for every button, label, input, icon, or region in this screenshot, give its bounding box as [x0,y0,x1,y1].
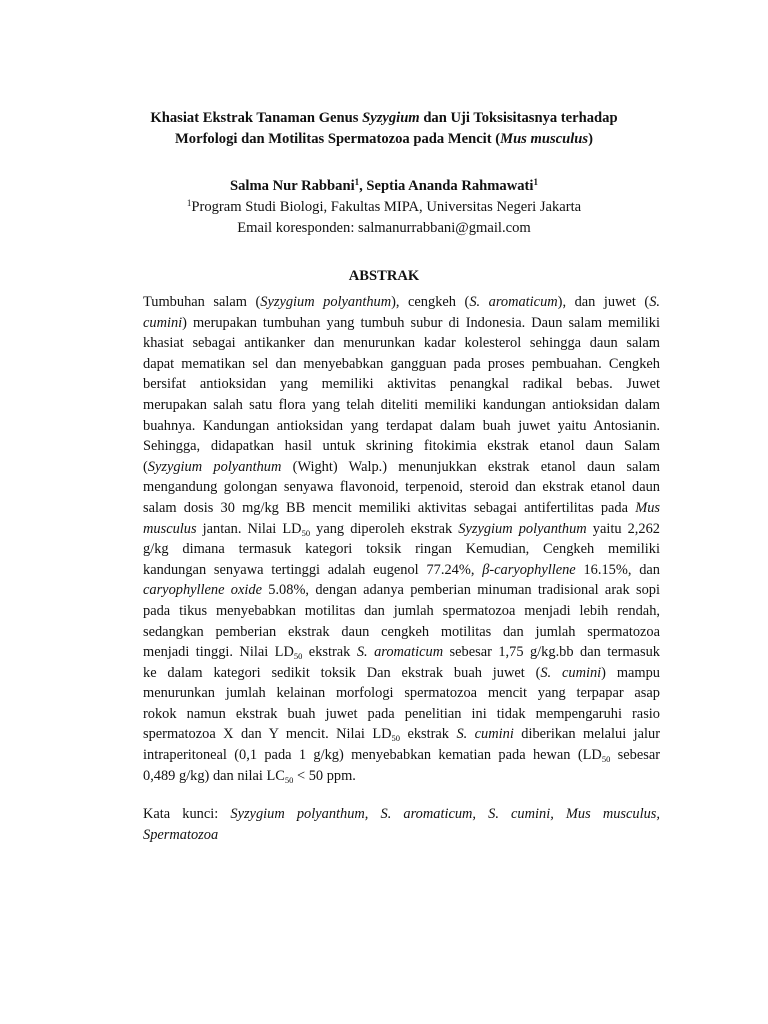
text-run: kandungan senyawa tertinggi adalah eugenol 77.24%, [143,561,483,578]
text-run: ke dalam kategori sedikit toksik Dan ekstrak buah juwet ( [143,664,541,681]
text-run: menurunkan jumlah kelainan morfologi spermatozoa mencit yang terpapar asap [143,685,660,702]
paper-title-line-2: Morfologi dan Motilitas Spermatozoa pada Mencit (Mus musculus) [175,131,593,147]
text-line [143,642,660,663]
affiliation-marker: 1 [354,177,360,187]
text-run: Kata kunci: [143,806,231,822]
text-run: khasiat sebagai antikanker dan menurunkan kadar kolesterol sehingga daun salam [143,335,660,352]
text-line [143,622,660,643]
text-line [143,745,660,766]
text-run: spermatozoa X dan Y mencit. Nilai LD [143,726,392,743]
text-run: salam dosis 30 mg/kg BB mencit memiliki aktivitas sebagai antifertilitas pada [143,499,636,516]
italic-term: S. cumini [540,664,602,681]
text-run: (Wight) Walp.) menunjukkan ekstrak etanol daun salam [281,458,660,475]
affiliation-marker: 1 [186,198,192,208]
text-run: intraperitoneal (0,1 pada 1 g/kg) menyebabkan kematian pada hewan (LD [143,747,602,764]
text-line [143,374,660,395]
text-run: sebesar [610,747,660,764]
keywords [143,804,660,845]
text-run: rokok namun ekstrak buah juwet pada penelitian ini tidak mempengaruhi rasio [143,705,660,722]
text-line [143,663,660,684]
paper-title [110,108,658,150]
text-line [143,395,660,416]
subscript: 50 [601,754,611,765]
affiliation-text: Program Studi Biologi, Fakultas MIPA, Universitas Negeri Jakarta [191,199,582,215]
text-line [143,416,660,437]
email-address: salmanurrabbani@gmail.com [358,220,531,236]
italic-term: caryophyllene oxide [143,582,262,599]
text-run: sebesar 1,75 g/kg.bb dan termasuk [443,644,660,661]
text-run: ( [143,458,148,475]
paper-title-line-1: Khasiat Ekstrak Tanaman Genus Syzygium dan Uji Toksisitasnya terhadap [150,110,618,126]
text-line [143,313,660,334]
text-line [143,333,660,354]
affiliation [110,197,658,217]
text-run: g/kg dimana termasuk kategori toksik ringan Kemudian, Cengkeh memiliki [143,541,660,558]
text-run: yaitu 2,262 [586,520,660,537]
italic-term: cumini [143,314,183,331]
text-run: < 50 ppm. [293,767,356,784]
affiliation-marker: 1 [533,177,538,187]
corresponding-email [110,218,658,238]
italic-term: Syzygium polyanthum [458,520,587,537]
text-line [143,560,660,581]
text-run: buahnya. Kandungan antioksidan yang terdapat dalam buah juwet yaitu Antosianin. [143,417,660,434]
text-run: pada tikus menyebabkan motilitas dan jumlah spermatozoa menjadi lebih rendah, [143,602,660,619]
text-line [143,601,660,622]
abstract-heading: ABSTRAK [348,268,420,284]
email-label: Email koresponden: [237,220,359,236]
author-name: Salma Nur Rabbani [230,178,355,194]
text-line [143,354,660,375]
text-line [143,825,660,846]
subscript: 50 [391,733,401,744]
subscript: 50 [301,527,311,538]
italic-term: β-caryophyllene [482,561,576,578]
text-run: 16.15%, dan [575,561,660,578]
text-run: Tumbuhan salam ( [143,294,261,310]
text-run: dapat mematikan sel dan menyebabkan gangguan pada proses pembuahan. Cengkeh [143,355,660,372]
text-run: ) mampu [601,664,660,681]
text-line [143,804,660,825]
italic-term: Syzygium polyanthum [260,294,392,310]
subscript: 50 [284,774,294,785]
italic-term: Syzygium polyanthum [147,458,282,475]
text-run: ekstrak [302,644,357,661]
italic-term: S. cumini [456,726,514,743]
text-run: bersifat antioksidan yang memiliki aktivitas penangkal radikal bebas. Juwet [143,376,660,393]
text-run: ), cengkeh ( [391,294,470,310]
text-line [143,477,660,498]
text-line [143,436,660,457]
genus-name: Syzygium [362,110,420,126]
text-run: ), dan juwet ( [557,294,650,310]
text-run: 0,489 g/kg) dan nilai LC [143,767,285,784]
text-line [143,498,660,519]
text-run: 5.08%, dengan adanya pemberian minuman tradisional arak sopi [261,582,660,599]
text-line [143,457,660,478]
author-name: Septia Ananda Rahmawati [366,178,534,194]
text-run: merupakan salah satu flora yang telah diteliti memiliki kandungan antioksidan dalam [143,396,660,413]
abstract-body [143,292,660,786]
italic-term: musculus [143,520,197,537]
text-line [143,539,660,560]
text-line [143,724,660,745]
text-line [143,580,660,601]
italic-term: Spermatozoa [143,826,219,843]
subscript: 50 [293,651,303,662]
text-run: yang diperoleh ekstrak [310,520,459,537]
italic-term: S. aromaticum [356,644,444,661]
text-run: mengandung golongan senyawa flavonoid, terpenoid, steroid dan ekstrak etanol daun [143,479,660,496]
text-run: jantan. Nilai LD [196,520,302,537]
italic-term: S. aromaticum [469,294,558,310]
text-line [143,292,660,313]
text-run: Sehingga, didapatkan hasil untuk skrining fitokimia ekstrak etanol daun Salam [143,438,660,455]
text-run: menjadi tinggi. Nilai LD [143,644,294,661]
text-run: ekstrak [400,726,457,743]
text-run: ) merupakan tumbuhan yang tumbuh subur di Indonesia. Daun salam memiliki [182,314,660,331]
italic-term: Syzygium polyanthum, S. aromaticum, S. cumini, Mus musculus, [230,806,660,822]
species-name: Mus musculus [500,131,589,147]
author-list: Salma Nur Rabbani$^1$, Septia Ananda Rahmawati$^1$ [230,177,538,194]
text-line [143,704,660,725]
text-run: sedangkan pemberian ekstrak daun cengkeh motilitas dan jumlah spermatozoa [143,623,660,640]
italic-term: S. [649,294,660,310]
text-line [143,683,660,704]
text-line [143,519,660,540]
italic-term: Mus [635,499,660,516]
text-run: diberikan melalui jalur [513,726,660,743]
text-line [143,766,660,787]
